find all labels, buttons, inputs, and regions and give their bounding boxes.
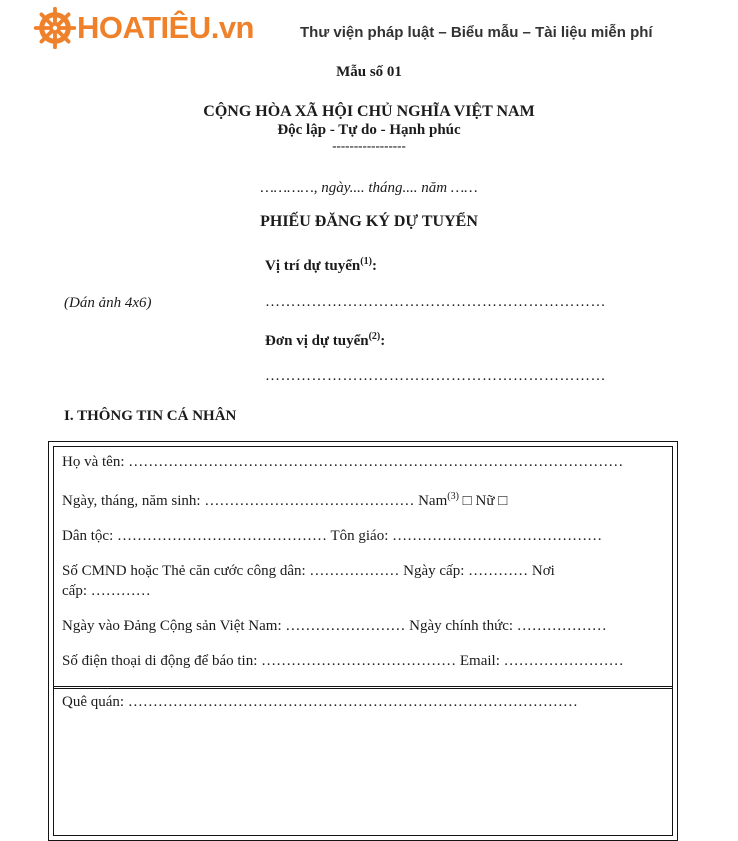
unit-colon: : [380,333,386,349]
date-line: …………, ngày.... tháng.... năm …… [260,180,478,196]
gender-footnote-ref: (3) [447,491,459,502]
brand-name [77,6,254,50]
position-footnote-ref: (1) [360,256,372,267]
form-title: PHIẾU ĐĂNG KÝ DỰ TUYỂN [260,213,478,230]
photo-attach-note: (Dán ảnh 4x6) [64,295,152,311]
row-id-card [62,561,664,601]
national-header [0,102,738,151]
brand-tld: .vn [210,10,254,45]
site-header [33,6,254,50]
country-title: CỘNG HÒA XÃ HỘI CHỦ NGHĨA VIỆT NAM [203,103,535,120]
id-card-line2: cấp: ………… [62,583,151,599]
row-hometown-partial: Quê quán: ……………………………………………………………………………… [54,686,672,712]
position-label-text: Vị trí dự tuyển [265,258,361,274]
unit-field-label [265,331,385,350]
ship-wheel-icon [33,6,77,50]
brand-word: HOATIÊU [77,10,211,45]
dob-label-and-dots: Ngày, tháng, năm sinh: …………………………………… Nam [62,493,448,509]
position-fill-line: ………………………………………………………… [265,294,606,310]
section1-title: I. THÔNG TIN CÁ NHÂN [64,408,237,424]
national-motto: Độc lập - Tự do - Hạnh phúc [277,122,461,138]
position-colon: : [371,258,377,274]
form-number: Mẫu số 01 [336,64,402,80]
personal-info-table-inner [53,446,673,836]
position-field-label [265,256,377,275]
site-tagline: Thư viện pháp luật – Biểu mẫu – Tài liệu miễn phí [300,24,653,41]
gender-checkboxes: □ Nữ □ [458,493,508,509]
row-phone-email: Số điện thoại di động để báo tin: ………………………………… Email: …………………… [62,653,624,669]
row-dob-gender [62,487,664,511]
divider-dashes: ----------------- [332,138,406,153]
personal-info-table [48,441,678,841]
unit-label-text: Đơn vị dự tuyển [265,333,369,349]
row-party-dates: Ngày vào Đảng Cộng sản Việt Nam: …………………… Ngày chính thức: ……………… [62,618,607,634]
id-card-line1: Số CMND hoặc Thẻ căn cước công dân: ……………… Ngày cấp: ………… Nơi [62,563,555,579]
row-fullname: Họ và tên: ……………………………………………………………………………………… [62,454,624,470]
unit-fill-line: ………………………………………………………… [265,368,606,384]
row-ethnicity-religion: Dân tộc: …………………………………… Tôn giáo: …………………………………… [62,528,603,544]
unit-footnote-ref: (2) [368,331,381,342]
